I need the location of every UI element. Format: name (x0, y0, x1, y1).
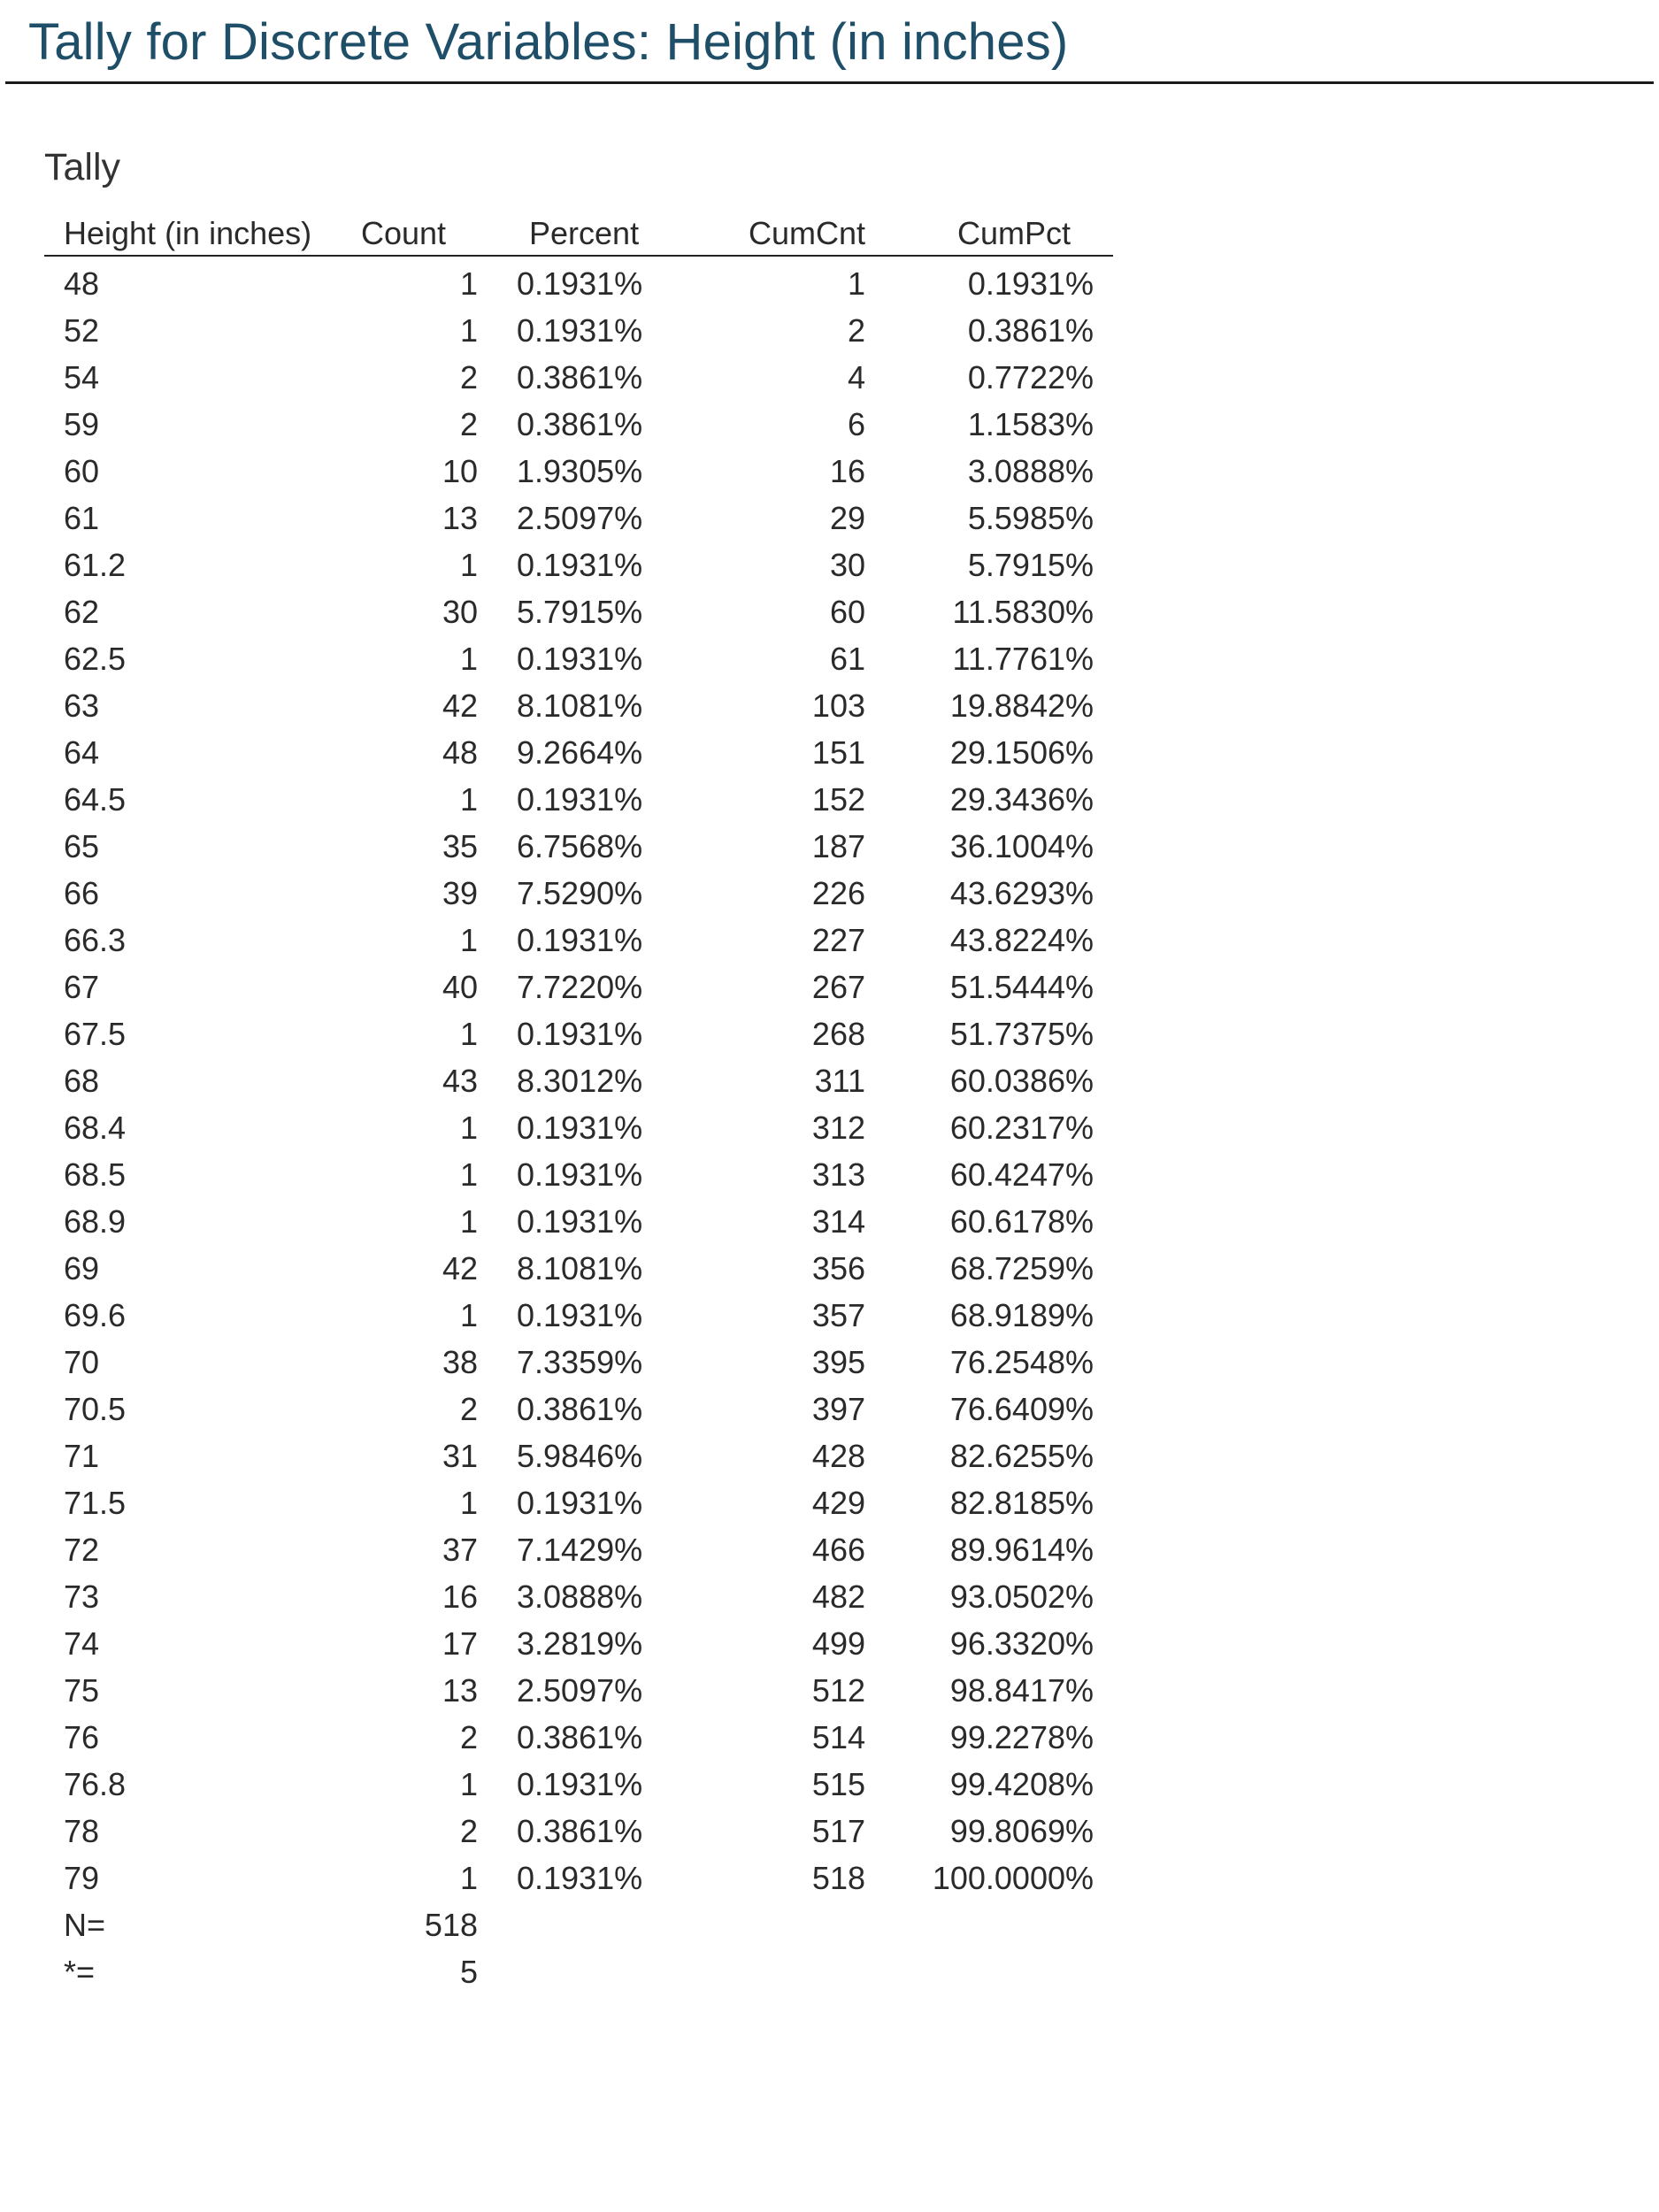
section-heading: Tally (44, 146, 121, 188)
cell-height: 76.8 (64, 1765, 127, 1802)
cell-cumpct: 5.5985% (967, 499, 1094, 536)
cell-cumcnt: 395 (811, 1343, 865, 1380)
cell-height: 63 (64, 687, 100, 724)
cell-count: 1 (459, 1015, 478, 1052)
cell-cumpct: 76.2548% (949, 1343, 1094, 1380)
cell-cumcnt: 4 (847, 358, 865, 396)
table-row (44, 1245, 1113, 1292)
cell-cumcnt: 30 (829, 546, 865, 583)
cell-count: 1 (459, 311, 478, 349)
cell-count: 17 (442, 1624, 478, 1662)
cell-cumpct: 98.8417% (949, 1671, 1094, 1709)
cell-count: 13 (442, 499, 478, 536)
cell-count: 42 (442, 1249, 478, 1286)
cell-cumpct: 1.1583% (967, 405, 1094, 442)
cell-cumcnt: 499 (811, 1624, 865, 1662)
cell-count: 1 (459, 1859, 478, 1896)
summary-row (44, 1948, 1113, 1995)
tally-table-body (44, 256, 1113, 1901)
summary-value: 5 (459, 1953, 478, 1990)
cell-cumcnt: 187 (811, 827, 865, 864)
cell-cumcnt: 313 (811, 1156, 865, 1193)
cell-cumpct: 11.7761% (952, 640, 1094, 677)
cell-count: 1 (459, 921, 478, 958)
cell-percent: 8.1081% (517, 1249, 643, 1286)
table-row (44, 964, 1113, 1010)
cell-cumcnt: 518 (811, 1859, 865, 1896)
table-row (44, 1010, 1113, 1057)
table-row (44, 1104, 1113, 1151)
cell-cumpct: 51.7375% (949, 1015, 1094, 1052)
cell-count: 2 (459, 1718, 478, 1755)
cell-percent: 0.1931% (517, 1859, 643, 1896)
summary-value: 518 (424, 1906, 478, 1943)
cell-count: 35 (442, 827, 478, 864)
table-row (44, 448, 1113, 495)
cell-cumcnt: 311 (814, 1062, 865, 1099)
cell-height: 68.9 (64, 1202, 127, 1240)
cell-percent: 3.2819% (517, 1624, 643, 1662)
cell-height: 79 (64, 1859, 100, 1896)
cell-height: 70 (64, 1343, 100, 1380)
cell-cumcnt: 1 (847, 265, 865, 302)
cell-cumpct: 60.4247% (949, 1156, 1094, 1193)
cell-percent: 0.3861% (517, 1812, 643, 1849)
table-row (44, 307, 1113, 354)
tally-table-header (44, 212, 1113, 256)
table-row (44, 1667, 1113, 1714)
table-row (44, 1151, 1113, 1198)
cell-count: 40 (442, 968, 478, 1005)
table-row (44, 401, 1113, 448)
cell-cumcnt: 512 (811, 1671, 865, 1709)
cell-cumcnt: 227 (811, 921, 865, 958)
column-header-cumpct: CumPct (865, 212, 1113, 256)
cell-count: 42 (442, 687, 478, 724)
cell-cumpct: 99.4208% (949, 1765, 1094, 1802)
cell-cumcnt: 514 (811, 1718, 865, 1755)
cell-height: 67.5 (64, 1015, 127, 1052)
cell-percent: 0.3861% (517, 1718, 643, 1755)
cell-count: 2 (459, 358, 478, 396)
cell-percent: 6.7568% (517, 827, 643, 864)
cell-cumcnt: 152 (811, 780, 865, 818)
cell-height: 60 (64, 452, 100, 489)
cell-cumpct: 29.3436% (949, 780, 1094, 818)
cell-percent: 0.1931% (517, 1765, 643, 1802)
table-row (44, 1386, 1113, 1432)
summary-label: N= (64, 1906, 106, 1943)
table-row (44, 1526, 1113, 1573)
cell-cumcnt: 268 (811, 1015, 865, 1052)
cell-height: 67 (64, 968, 100, 1005)
cell-percent: 0.1931% (517, 311, 643, 349)
cell-cumpct: 60.0386% (949, 1062, 1094, 1099)
cell-percent: 2.5097% (517, 1671, 643, 1709)
cell-height: 65 (64, 827, 100, 864)
cell-percent: 9.2664% (517, 733, 643, 771)
empty-cell (865, 1948, 1113, 1995)
cell-percent: 0.1931% (517, 1296, 643, 1333)
table-row (44, 682, 1113, 729)
table-row (44, 870, 1113, 917)
header-row (44, 212, 1113, 256)
cell-count: 1 (459, 1765, 478, 1802)
cell-height: 69 (64, 1249, 100, 1286)
column-header-percent: Percent (478, 212, 697, 256)
cell-percent: 0.3861% (517, 1390, 643, 1427)
cell-count: 48 (442, 733, 478, 771)
cell-cumpct: 51.5444% (949, 968, 1094, 1005)
cell-cumcnt: 429 (811, 1484, 865, 1521)
cell-count: 30 (442, 593, 478, 630)
cell-percent: 0.1931% (517, 640, 643, 677)
cell-cumcnt: 267 (811, 968, 865, 1005)
cell-height: 66.3 (64, 921, 127, 958)
cell-count: 10 (442, 452, 478, 489)
cell-height: 70.5 (64, 1390, 127, 1427)
cell-cumcnt: 356 (811, 1249, 865, 1286)
cell-percent: 7.3359% (517, 1343, 643, 1380)
cell-count: 1 (459, 265, 478, 302)
table-row (44, 917, 1113, 964)
table-row (44, 1479, 1113, 1526)
cell-height: 74 (64, 1624, 100, 1662)
cell-height: 69.6 (64, 1296, 127, 1333)
cell-height: 66 (64, 874, 100, 911)
cell-cumcnt: 29 (829, 499, 865, 536)
cell-percent: 5.9846% (517, 1437, 643, 1474)
cell-cumpct: 68.7259% (949, 1249, 1094, 1286)
table-row (44, 823, 1113, 870)
empty-cell (478, 1901, 697, 1948)
table-row (44, 1855, 1113, 1901)
cell-percent: 7.1429% (517, 1531, 643, 1568)
table-row (44, 1339, 1113, 1386)
cell-count: 37 (442, 1531, 478, 1568)
table-row (44, 1292, 1113, 1339)
cell-cumpct: 60.6178% (949, 1202, 1094, 1240)
cell-percent: 0.1931% (517, 265, 643, 302)
summary-label: *= (64, 1953, 96, 1990)
cell-height: 61.2 (64, 546, 127, 583)
cell-cumcnt: 357 (811, 1296, 865, 1333)
cell-cumpct: 99.2278% (949, 1718, 1094, 1755)
cell-cumpct: 43.6293% (949, 874, 1094, 911)
cell-percent: 0.1931% (517, 780, 643, 818)
column-header-cumcnt: CumCnt (697, 212, 865, 256)
table-row (44, 729, 1113, 776)
cell-cumpct: 82.6255% (949, 1437, 1094, 1474)
column-header-count: Count (320, 212, 478, 256)
cell-count: 43 (442, 1062, 478, 1099)
cell-percent: 8.3012% (517, 1062, 643, 1099)
cell-cumcnt: 60 (829, 593, 865, 630)
cell-percent: 0.1931% (517, 921, 643, 958)
cell-percent: 0.1931% (517, 546, 643, 583)
cell-count: 13 (442, 1671, 478, 1709)
cell-percent: 0.1931% (517, 1156, 643, 1193)
cell-percent: 1.9305% (517, 452, 643, 489)
table-row (44, 541, 1113, 588)
cell-cumpct: 0.7722% (967, 358, 1094, 396)
table-row (44, 1432, 1113, 1479)
cell-percent: 0.1931% (517, 1484, 643, 1521)
cell-count: 38 (442, 1343, 478, 1380)
cell-cumpct: 43.8224% (949, 921, 1094, 958)
cell-height: 48 (64, 265, 100, 302)
cell-height: 71.5 (64, 1484, 127, 1521)
cell-count: 1 (459, 1296, 478, 1333)
cell-percent: 0.3861% (517, 405, 643, 442)
cell-height: 75 (64, 1671, 100, 1709)
cell-count: 1 (459, 1109, 478, 1146)
cell-cumcnt: 16 (829, 452, 865, 489)
empty-cell (478, 1948, 697, 1995)
cell-cumcnt: 103 (811, 687, 865, 724)
cell-percent: 8.1081% (517, 687, 643, 724)
cell-height: 76 (64, 1718, 100, 1755)
empty-cell (865, 1901, 1113, 1948)
cell-cumcnt: 314 (811, 1202, 865, 1240)
cell-height: 61 (64, 499, 100, 536)
cell-height: 64.5 (64, 780, 127, 818)
cell-percent: 0.1931% (517, 1109, 643, 1146)
cell-cumcnt: 6 (847, 405, 865, 442)
cell-cumcnt: 397 (811, 1390, 865, 1427)
empty-cell (697, 1901, 865, 1948)
cell-cumpct: 11.5830% (952, 593, 1094, 630)
cell-cumcnt: 226 (811, 874, 865, 911)
cell-height: 62 (64, 593, 100, 630)
cell-cumcnt: 61 (829, 640, 865, 677)
cell-count: 1 (459, 1156, 478, 1193)
cell-count: 2 (459, 1812, 478, 1849)
cell-percent: 7.7220% (517, 968, 643, 1005)
cell-count: 1 (459, 780, 478, 818)
cell-percent: 2.5097% (517, 499, 643, 536)
cell-cumcnt: 517 (811, 1812, 865, 1849)
cell-height: 68.4 (64, 1109, 127, 1146)
page-title: Tally for Discrete Variables: Height (in inches) (28, 13, 1069, 71)
cell-cumcnt: 151 (811, 733, 865, 771)
cell-height: 59 (64, 405, 100, 442)
cell-count: 1 (459, 1484, 478, 1521)
cell-cumcnt: 312 (811, 1109, 865, 1146)
table-row (44, 256, 1113, 307)
table-row (44, 1714, 1113, 1761)
cell-percent: 5.7915% (517, 593, 643, 630)
cell-cumpct: 19.8842% (949, 687, 1094, 724)
cell-height: 64 (64, 733, 100, 771)
cell-count: 2 (459, 405, 478, 442)
cell-height: 78 (64, 1812, 100, 1849)
cell-cumpct: 5.7915% (967, 546, 1094, 583)
table-row (44, 354, 1113, 401)
table-row (44, 1057, 1113, 1104)
cell-count: 31 (442, 1437, 478, 1474)
cell-height: 52 (64, 311, 100, 349)
table-row (44, 1761, 1113, 1808)
tally-table (44, 212, 1113, 1995)
table-row (44, 1620, 1113, 1667)
cell-height: 54 (64, 358, 100, 396)
cell-cumpct: 93.0502% (949, 1578, 1094, 1615)
cell-cumpct: 60.2317% (949, 1109, 1094, 1146)
column-header-height: Height (in inches) (44, 212, 320, 256)
table-row (44, 1808, 1113, 1855)
cell-cumpct: 36.1004% (949, 827, 1094, 864)
cell-cumpct: 68.9189% (949, 1296, 1094, 1333)
cell-cumpct: 0.3861% (967, 311, 1094, 349)
cell-cumpct: 0.1931% (967, 265, 1094, 302)
cell-percent: 0.1931% (517, 1015, 643, 1052)
cell-cumcnt: 2 (847, 311, 865, 349)
table-row (44, 1198, 1113, 1245)
cell-height: 68.5 (64, 1156, 127, 1193)
cell-percent: 3.0888% (517, 1578, 643, 1615)
table-row (44, 635, 1113, 682)
cell-percent: 0.3861% (517, 358, 643, 396)
cell-count: 1 (459, 546, 478, 583)
cell-height: 62.5 (64, 640, 127, 677)
cell-cumpct: 82.8185% (949, 1484, 1094, 1521)
cell-cumpct: 99.8069% (949, 1812, 1094, 1849)
cell-cumcnt: 515 (811, 1765, 865, 1802)
cell-percent: 0.1931% (517, 1202, 643, 1240)
summary-row (44, 1901, 1113, 1948)
cell-cumcnt: 466 (811, 1531, 865, 1568)
cell-count: 39 (442, 874, 478, 911)
cell-cumpct: 89.9614% (949, 1531, 1094, 1568)
cell-cumcnt: 428 (811, 1437, 865, 1474)
empty-cell (697, 1948, 865, 1995)
cell-height: 71 (64, 1437, 100, 1474)
tally-table-footer (44, 1901, 1113, 1995)
cell-height: 72 (64, 1531, 100, 1568)
cell-cumpct: 96.3320% (949, 1624, 1094, 1662)
cell-count: 1 (459, 640, 478, 677)
title-divider (5, 81, 1654, 84)
cell-percent: 7.5290% (517, 874, 643, 911)
cell-count: 1 (459, 1202, 478, 1240)
table-row (44, 776, 1113, 823)
cell-cumpct: 100.0000% (932, 1859, 1094, 1896)
table-row (44, 1573, 1113, 1620)
cell-count: 16 (442, 1578, 478, 1615)
cell-cumpct: 76.6409% (949, 1390, 1094, 1427)
cell-cumpct: 3.0888% (967, 452, 1094, 489)
cell-count: 2 (459, 1390, 478, 1427)
cell-cumcnt: 482 (811, 1578, 865, 1615)
table-row (44, 588, 1113, 635)
table-row (44, 495, 1113, 541)
cell-height: 73 (64, 1578, 100, 1615)
cell-height: 68 (64, 1062, 100, 1099)
cell-cumpct: 29.1506% (949, 733, 1094, 771)
